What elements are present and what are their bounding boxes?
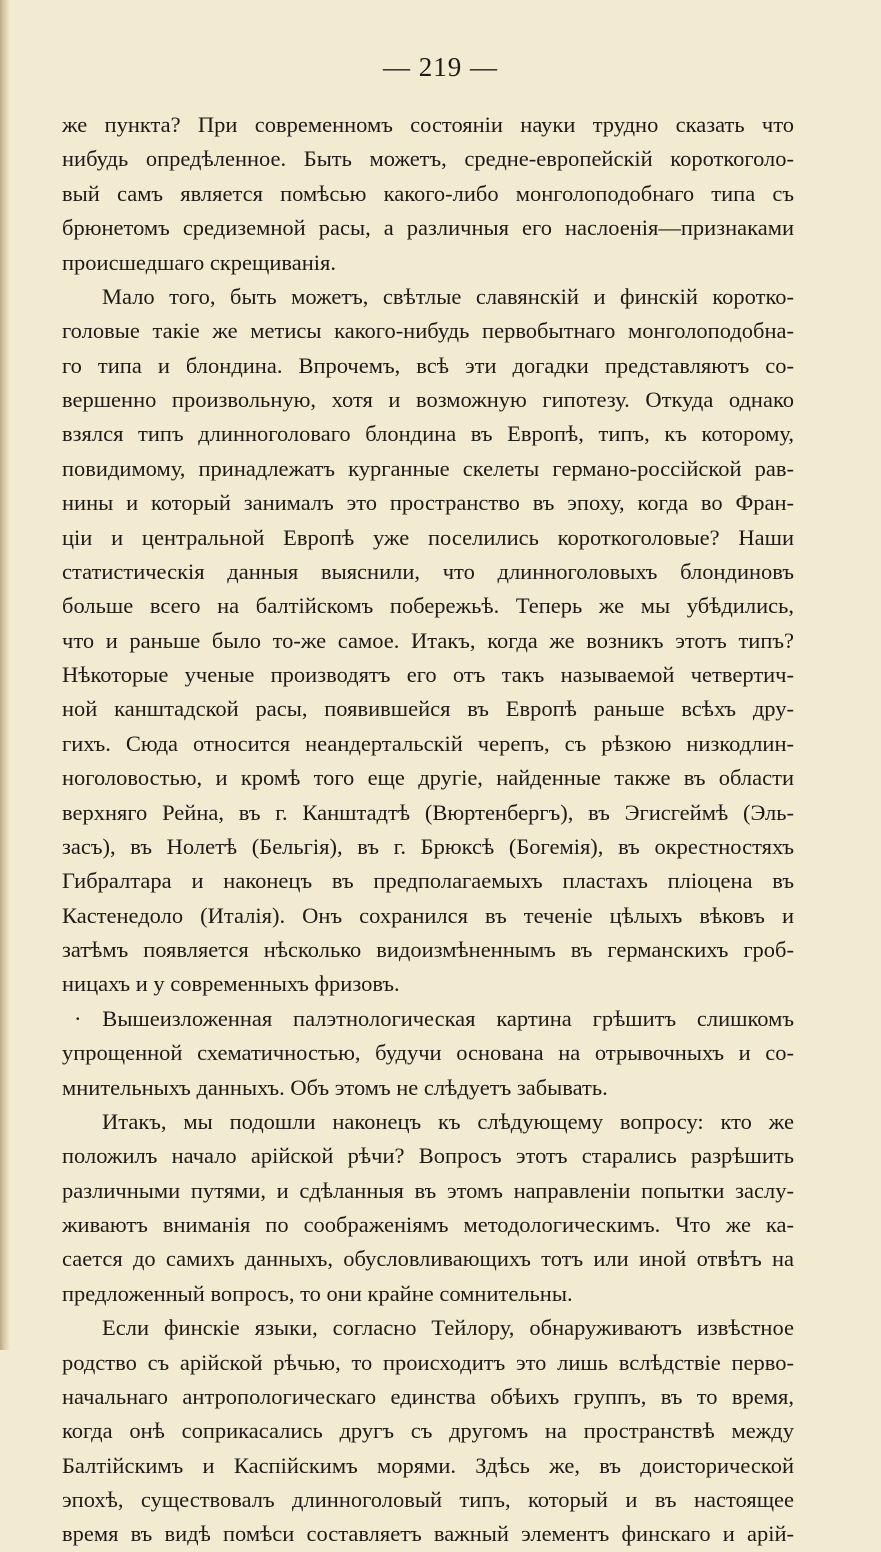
text-line: повидимому, принадлежатъ курганные скелеты германо-россiйской рав- [62, 455, 794, 481]
text-line: различными путями, и сдѣланныя въ этомъ направленiи попытки заслу- [62, 1177, 794, 1203]
text-line: ной канштадской расы, появившейся въ Европѣ раньше всѣхъ дру- [62, 696, 794, 722]
text-line: ноголовостью, и кромѣ того еще другiе, найденные также въ области [62, 765, 794, 791]
text-line: время въ видѣ помѣси составляетъ важный элементъ финскаго и арiй- [62, 1521, 794, 1547]
text-line: больше всего на балтiйскомъ побережьѣ. Теперь же мы убѣдились, [62, 593, 794, 619]
text-line: · Вышеизложенная палэтнологическая картина грѣшитъ слишкомъ [74, 1005, 794, 1031]
text-line: вершенно произвольную, хотя и возможную гипотезу. Откуда однако [62, 387, 794, 412]
text-line: статистическiя данныя выяснили, что длинноголовыхъ блондиновъ [62, 558, 794, 584]
text-line: головые такiе же метисы какого-нибудь первобытнаго монголоподобна- [62, 318, 794, 344]
text-line: затѣмъ появляется нѣсколько видоизмѣненнымъ въ германскихъ гроб- [62, 937, 794, 962]
text-line: гихъ. Сюда относится неандертальскiй черепъ, съ рѣзкою низкодлин- [62, 730, 794, 756]
text-line: верхняго Рейна, въ г. Канштадтѣ (Вюртенбергъ), въ Эгисгеймѣ (Эль- [62, 799, 794, 825]
text-line: когда онѣ соприкасались другъ съ другомъ на пространствѣ между [62, 1418, 794, 1444]
text-line: родство съ арiйской рѣчью, то происходитъ это лишь вслѣдствiе перво- [62, 1349, 794, 1375]
text-line: взялся типъ длинноголоваго блондина въ Европѣ, типъ, къ которому, [62, 421, 794, 447]
text-line: мнительныхъ данныхъ. Объ этомъ не слѣдуетъ забывать. [62, 1074, 608, 1100]
text-line: начальнаго антропологическаго единства обѣихъ группъ, въ то время, [62, 1383, 794, 1409]
text-line: Балтiйскимъ и Каспiйскимъ морями. Здѣсь же, въ доисторической [62, 1452, 794, 1478]
text-line: Итакъ, мы подошли наконецъ къ слѣдующему вопросу: кто же [102, 1108, 794, 1134]
text-line: го типа и блондина. Впрочемъ, всѣ эти догадки представляютъ со- [62, 352, 794, 378]
text-line: упрощенной схематичностью, будучи основана на отрывочныхъ и со- [62, 1040, 794, 1066]
text-line: засъ), въ Нолетѣ (Бельгiя), въ г. Брюксѣ (Богемiя), въ окрестностяхъ [62, 833, 794, 859]
text-line: вый самъ является помѣсью какого-либо монголоподобнаго типа съ [62, 180, 794, 206]
text-line: сается до самихъ данныхъ, обусловливающихъ тотъ или иной отвѣтъ на [62, 1246, 794, 1272]
page-number: — 219 — [383, 52, 498, 82]
text-line: ницахъ и у современныхъ фризовъ. [62, 971, 400, 997]
text-line: Гибралтара и наконецъ въ предполагаемыхъ пластахъ плiоцена въ [62, 868, 794, 894]
text-line: Нѣкоторые ученые производятъ его отъ такъ называемой четвертич- [62, 662, 794, 687]
text-line: происшедшаго скрещиванiя. [62, 249, 336, 275]
text-line: же пункта? При современномъ состоянiи науки трудно сказать что [62, 112, 794, 137]
text-line: Мало того, быть можетъ, свѣтлые славянскiй и финскiй коротко- [102, 283, 794, 309]
text-line: Кастенедоло (Италiя). Онъ сохранился въ теченiе цѣлыхъ вѣковъ и [62, 902, 794, 928]
text-line: эпохѣ, существовалъ длинноголовый типъ, который и въ настоящее [62, 1487, 794, 1512]
text-line: Если финскiе языки, согласно Тейлору, обнаруживаютъ извѣстное [102, 1315, 794, 1341]
page-edge [0, 0, 10, 1350]
text-line: положилъ начало арiйской рѣчи? Вопросъ этотъ старались разрѣшить [62, 1143, 794, 1169]
text-line: предложенный вопросъ, то они крайне сомнительны. [62, 1280, 573, 1306]
text-line: брюнетомъ средиземной расы, а различныя его наслоенiя—признаками [62, 215, 794, 241]
text-line: нибудь опредѣленное. Быть можетъ, средне-европейскiй короткоголо- [62, 146, 794, 172]
text-line: нины и который занималъ это пространство въ эпоху, когда во Фран- [62, 490, 794, 516]
text-line: что и раньше было то-же самое. Итакъ, когда же возникъ этотъ типъ? [62, 627, 794, 653]
text-line: живаютъ вниманiя по соображенiямъ методологическимъ. Что же ка- [62, 1212, 794, 1237]
body-text [62, 108, 794, 1552]
text-line: цiи и центральной Европѣ уже поселились короткоголовые? Наши [62, 524, 794, 550]
